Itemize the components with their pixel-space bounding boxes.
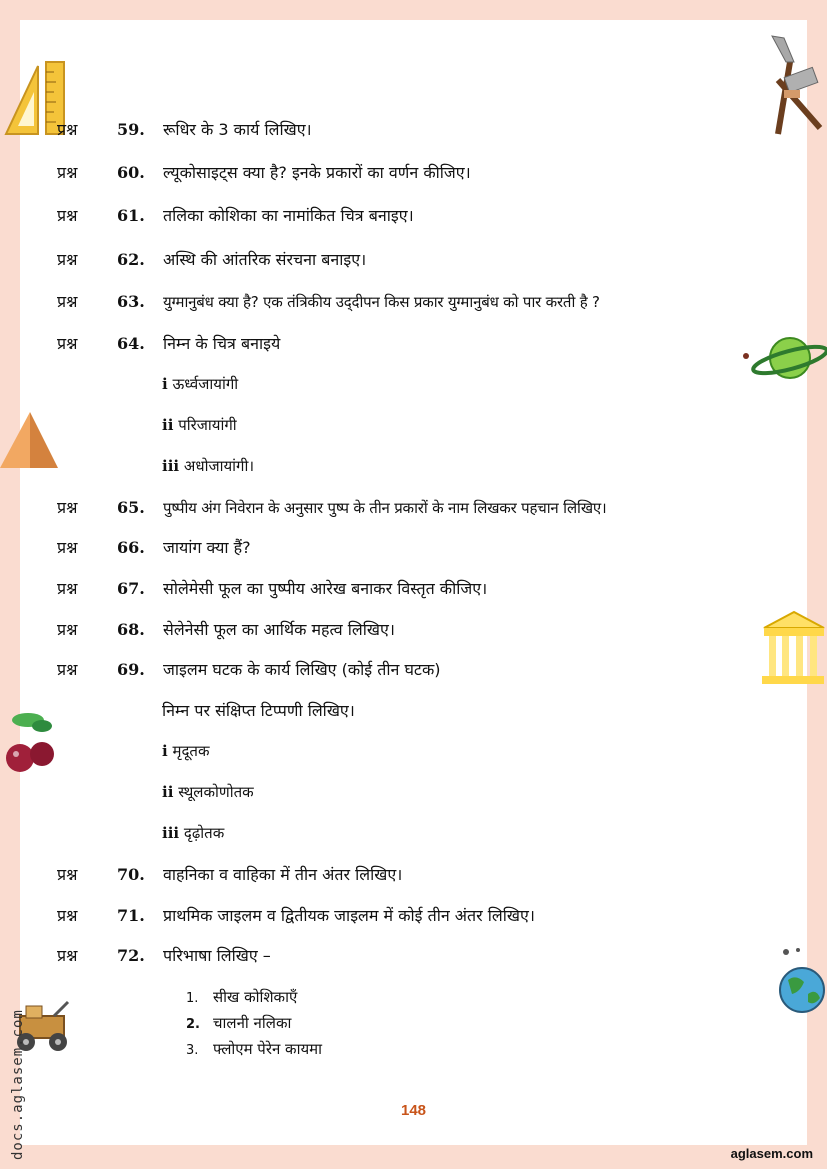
question-label: प्रश्न	[57, 906, 78, 925]
question-label: प्रश्न	[57, 498, 78, 517]
question-label: प्रश्न	[57, 120, 78, 139]
question-label: प्रश्न	[57, 163, 78, 182]
sub-item-roman: iii	[162, 457, 180, 475]
sub-item-roman: ii	[162, 783, 174, 801]
question-number: 67.	[117, 579, 145, 598]
question-text: ल्यूकोसाइट्स क्या है? इनके प्रकारों का वर्णन कीजिए।	[163, 163, 471, 182]
question-label: प्रश्न	[57, 206, 78, 225]
question-number: 61.	[117, 206, 145, 225]
footer-site-link[interactable]: aglasem.com	[730, 1146, 813, 1161]
question-text: रूधिर के 3 कार्य लिखिए।	[163, 120, 312, 139]
question-text: जाइलम घटक के कार्य लिखिए (कोई तीन घटक)	[163, 660, 441, 679]
question-number: 62.	[117, 250, 145, 269]
question-label: प्रश्न	[57, 660, 78, 679]
question-row	[0, 617, 827, 643]
question-text: तलिका कोशिका का नामांकित चित्र बनाइए।	[163, 206, 414, 225]
question-number: 63.	[117, 292, 145, 311]
question-number: 65.	[117, 498, 145, 517]
list-item-number: 2.	[186, 1017, 200, 1032]
question-number: 68.	[117, 620, 145, 639]
sub-instruction: निम्न पर संक्षिप्त टिप्पणी लिखिए।	[162, 701, 355, 720]
question-label: प्रश्न	[57, 579, 78, 598]
question-row	[0, 943, 827, 969]
question-number: 71.	[117, 906, 145, 925]
list-item-text: सीख कोशिकाएँ	[213, 988, 298, 1006]
list-item	[186, 985, 297, 1011]
question-text: जायांग क्या हैं?	[163, 538, 251, 557]
question-label: प्रश्न	[57, 250, 78, 269]
question-label: प्रश्न	[57, 292, 78, 311]
question-label: प्रश्न	[57, 620, 78, 639]
sub-item	[162, 780, 254, 804]
question-number: 72.	[117, 946, 145, 965]
sub-item	[162, 821, 224, 845]
question-number: 60.	[117, 163, 145, 182]
question-label: प्रश्न	[57, 946, 78, 965]
question-row	[0, 495, 827, 521]
question-row	[0, 289, 827, 315]
question-text: युग्मानुबंध क्या है? एक तंत्रिकीय उद्‌दीपन किस प्रकार युग्मानुबंध को पार करती है ?	[163, 293, 600, 311]
question-row	[0, 203, 827, 229]
question-number: 70.	[117, 865, 145, 884]
list-item-text: चालनी नलिका	[213, 1014, 292, 1032]
question-row	[0, 331, 827, 357]
question-text: अस्थि की आंतरिक संरचना बनाइए।	[163, 250, 367, 269]
question-row	[0, 862, 827, 888]
question-row	[0, 535, 827, 561]
question-label: प्रश्न	[57, 538, 78, 557]
list-item-number: 1.	[186, 991, 199, 1006]
question-text: सोलेमेसी फूल का पुष्पीय आरेख बनाकर विस्तृत कीजिए।	[163, 579, 488, 598]
sub-item	[162, 454, 254, 478]
sub-item-text: परिजायांगी	[178, 416, 237, 434]
cherries-icon	[0, 706, 60, 780]
question-row	[0, 903, 827, 929]
question-text: परिभाषा लिखिए –	[163, 946, 271, 965]
page-number: 148	[400, 1102, 427, 1119]
sub-item-roman: ii	[162, 416, 174, 434]
list-item-text: फ्लोएम पेरेन कायमा	[213, 1040, 323, 1058]
question-label: प्रश्न	[57, 865, 78, 884]
question-number: 66.	[117, 538, 145, 557]
question-text: निम्न के चित्र बनाइये	[163, 334, 281, 353]
sub-item	[162, 413, 237, 437]
sub-item-text: स्थूलकोणोतक	[178, 783, 254, 801]
question-number: 59.	[117, 120, 145, 139]
sub-item	[162, 739, 210, 763]
sub-item-text: ऊर्ध्वजायांगी	[172, 375, 239, 393]
list-item	[186, 1011, 291, 1037]
question-text: सेलेनेसी फूल का आर्थिक महत्व लिखिए।	[163, 620, 395, 639]
sub-item-text: दृढ़ोतक	[183, 824, 225, 842]
question-text: पुष्पीय अंग निवेरान के अनुसार पुष्प के तीन प्रकारों के नाम लिखकर पहचान लिखिए।	[163, 499, 607, 517]
question-number: 64.	[117, 334, 145, 353]
sub-item-roman: i	[162, 375, 168, 393]
question-row	[0, 117, 827, 143]
sub-item-roman: iii	[162, 824, 180, 842]
question-row	[0, 657, 827, 683]
list-item-number: 3.	[186, 1043, 199, 1058]
list-item	[186, 1037, 322, 1063]
sub-item	[162, 372, 238, 396]
question-number: 69.	[117, 660, 145, 679]
question-row	[0, 160, 827, 186]
question-label: प्रश्न	[57, 334, 78, 353]
question-text: प्राथमिक जाइलम व द्वितीयक जाइलम में कोई तीन अंतर लिखिए।	[163, 906, 535, 925]
sub-item-text: अधोजायांगी।	[183, 457, 255, 475]
sub-item-roman: i	[162, 742, 168, 760]
sub-item-text: मृदूतक	[172, 742, 210, 760]
pyramid-icon	[0, 410, 60, 470]
question-row	[0, 247, 827, 273]
question-text: वाहनिका व वाहिका में तीन अंतर लिखिए।	[163, 865, 403, 884]
watermark: docs.aglasem.com	[10, 1009, 26, 1160]
question-row	[0, 576, 827, 602]
